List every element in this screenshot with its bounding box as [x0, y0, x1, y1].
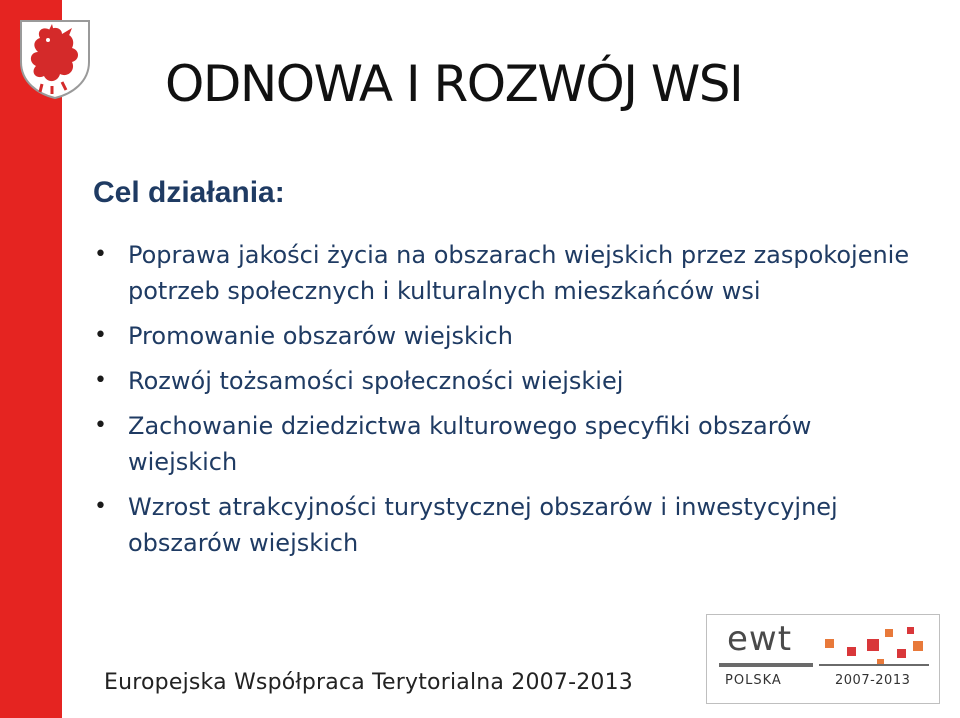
ewt-logo-word: ewt [727, 619, 793, 659]
bullet-text: Rozwój tożsamości społeczności wiejskiej [128, 367, 624, 395]
bullet-item [90, 408, 910, 480]
bullet-dot-icon: • [94, 413, 107, 438]
bullet-text: Zachowanie dziedzictwa kulturowego specyfiki obszarów wiejskich [128, 412, 812, 476]
ewt-logo-country: POLSKA [725, 673, 782, 688]
bullet-dot-icon: • [94, 323, 107, 348]
bullet-dot-icon: • [94, 242, 107, 267]
ewt-logo [706, 614, 940, 704]
footer-program-name: Europejska Współpraca Terytorialna 2007-2013 [104, 670, 633, 695]
section-heading: Cel działania: [93, 176, 285, 209]
bullet-item [90, 318, 910, 354]
bullet-text: Poprawa jakości życia na obszarach wiejskich przez zaspokojenie potrzeb społecznych i kulturalnych mieszkańców wsi [128, 241, 910, 305]
bullet-dot-icon: • [94, 368, 107, 393]
bullet-item [90, 237, 910, 309]
slide-title: ODNOWA I ROZWÓJ WSI [165, 55, 743, 113]
bullet-item [90, 489, 910, 561]
bullet-list [90, 237, 910, 570]
ewt-logo-period: 2007-2013 [835, 673, 911, 688]
bullet-text: Promowanie obszarów wiejskich [128, 322, 513, 350]
bullet-text: Wzrost atrakcyjności turystycznej obszarów i inwestycyjnej obszarów wiejskich [128, 493, 838, 557]
ewt-logo-underline [719, 663, 813, 667]
left-accent-bar [0, 0, 62, 718]
bullet-dot-icon: • [94, 494, 107, 519]
bullet-item [90, 363, 910, 399]
ewt-squares-icon [819, 621, 929, 673]
griffin-crest-icon [18, 18, 92, 100]
